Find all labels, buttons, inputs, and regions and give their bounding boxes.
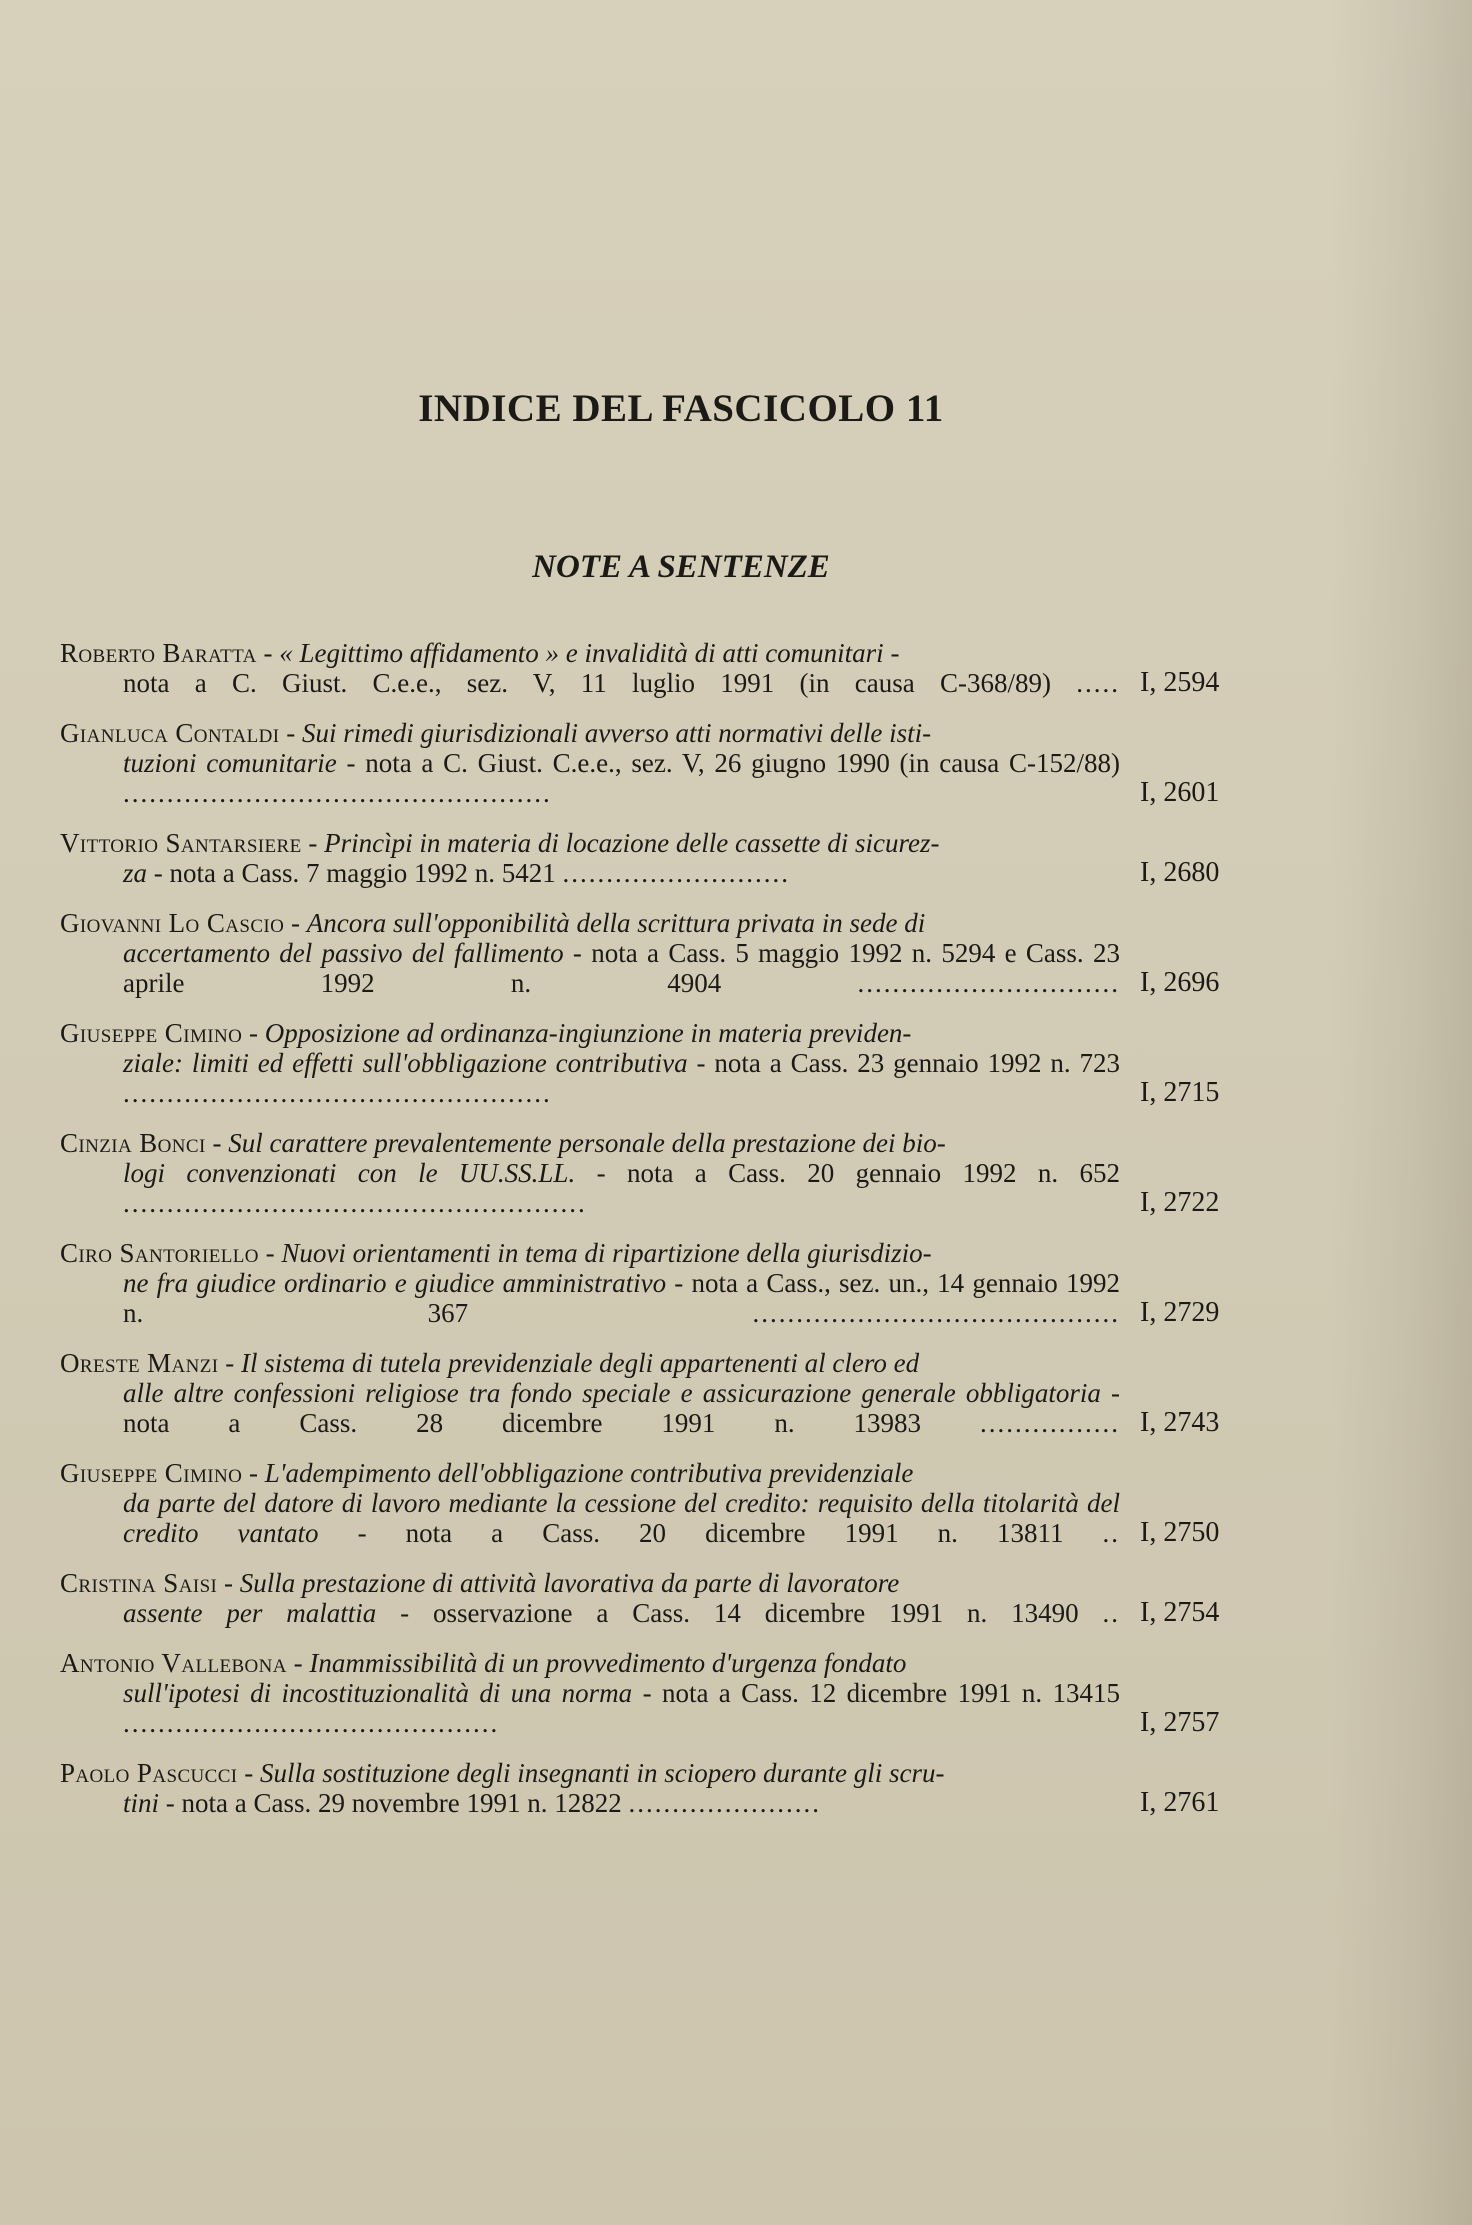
entry-title: L'adempimento dell'obbligazione contributiva previdenziale — [264, 1458, 914, 1488]
entry-title-continued: logi convenzionati con le UU.SS.LL. — [123, 1158, 576, 1188]
dot-leader: ........................................... — [123, 1708, 500, 1738]
entry-text — [60, 1018, 1120, 1108]
entry-page-number: I, 2750 — [1140, 1517, 1220, 1548]
entry-text — [60, 1238, 1120, 1328]
index-entries — [60, 638, 1300, 1838]
entry-title-continued: assente per malattia — [123, 1598, 377, 1628]
entry-citation: nota a Cass. 23 gennaio 1992 n. 723 — [714, 1048, 1121, 1078]
entry-author: Oreste Manzi — [60, 1348, 219, 1378]
entry-title: Sulla prestazione di attività lavorativa da parte di lavoratore — [239, 1568, 900, 1598]
entry-text — [60, 908, 1120, 998]
entry-title: Sulla sostituzione degli insegnanti in sciopero durante gli scru- — [260, 1758, 945, 1788]
entry-citation: nota a Cass. 12 dicembre 1991 n. 13415 — [661, 1678, 1120, 1708]
entry-continuation: da parte del datore di lavoro mediante la cessione del credito: requisito della titolarità del credito vantato - nota a Cass. 20 dicembre 1991 n. 13811 .. — [123, 1488, 1121, 1548]
entry-page-number: I, 2696 — [1140, 967, 1220, 998]
index-entry — [60, 1568, 1300, 1628]
entry-title: Il sistema di tutela previdenziale degli appartenenti al clero ed — [241, 1348, 920, 1378]
entry-citation: nota a Cass. 20 dicembre 1991 n. 13811 — [405, 1518, 1064, 1548]
entry-author: Vittorio Santarsiere — [60, 828, 302, 858]
entry-first-line: Cinzia Bonci - Sul carattere prevalentemente personale della prestazione dei bio- — [60, 1128, 946, 1158]
dot-leader: .......................................... — [752, 1298, 1120, 1328]
entry-author: Antonio Vallebona — [60, 1648, 287, 1678]
entry-title: Inammissibilità di un provvedimento d'urgenza fondato — [309, 1648, 907, 1678]
index-entry — [60, 828, 1300, 888]
dot-leader: .............................. — [857, 968, 1121, 998]
entry-first-line: Vittorio Santarsiere - Princìpi in materia di locazione delle cassette di sicurez- — [60, 828, 940, 858]
entry-continuation: accertamento del passivo del fallimento - nota a Cass. 5 maggio 1992 n. 5294 e Cass. 23 aprile 1992 n. 4904 .............................. — [123, 938, 1121, 998]
entry-page-number: I, 2594 — [1140, 667, 1220, 698]
entry-text — [60, 1128, 1120, 1218]
entry-title: Nuovi orientamenti in tema di ripartizione della giurisdizio- — [281, 1238, 932, 1268]
entry-title: « Legittimo affidamento » e invalidità di atti comunitari — [279, 638, 884, 668]
page-gutter-shadow — [1330, 0, 1472, 2225]
entry-citation: nota a C. Giust. C.e.e., sez. V, 11 luglio 1991 (in causa C-368/89) — [123, 668, 1051, 698]
entry-text — [60, 1458, 1120, 1548]
entry-continuation: ziale: limiti ed effetti sull'obbligazione contributiva - nota a Cass. 23 gennaio 1992 n. 723 ................................................. — [123, 1048, 1121, 1108]
entry-title: Ancora sull'opponibilità della scrittura privata in sede di — [306, 908, 926, 938]
dot-leader: .. — [1102, 1518, 1121, 1548]
entry-author: Cinzia Bonci — [60, 1128, 206, 1158]
index-entry — [60, 638, 1300, 698]
entry-title: Sui rimedi giurisdizionali avverso atti normativi delle isti- — [301, 718, 932, 748]
entry-first-line: Roberto Baratta - « Legittimo affidamento » e invalidità di atti comunitari - — [60, 638, 900, 668]
entry-author: Giuseppe Cimino — [60, 1458, 243, 1488]
entry-continuation: za - nota a Cass. 7 maggio 1992 n. 5421 .......................... — [123, 858, 790, 888]
entry-continuation: assente per malattia - osservazione a Cass. 14 dicembre 1991 n. 13490 .. — [123, 1598, 1120, 1628]
entry-text — [60, 1568, 1120, 1628]
entry-author: Ciro Santoriello — [60, 1238, 259, 1268]
entry-author: Gianluca Contaldi — [60, 718, 280, 748]
entry-citation: nota a Cass. 28 dicembre 1991 n. 13983 — [123, 1408, 922, 1438]
entry-citation: nota a C. Giust. C.e.e., sez. V, 26 giugno 1990 (in causa C-152/88) — [365, 748, 1120, 778]
dot-leader: ..................................................... — [123, 1188, 587, 1218]
entry-continuation: logi convenzionati con le UU.SS.LL. - nota a Cass. 20 gennaio 1992 n. 652 ..................................................... — [123, 1158, 1120, 1218]
index-entry — [60, 1128, 1300, 1218]
entry-author: Giovanni Lo Cascio — [60, 908, 285, 938]
entry-title-continued: da parte del datore di lavoro mediante la cessione del credito: requisito della titolarità del credito vantato — [123, 1488, 1120, 1548]
entry-first-line: Giuseppe Cimino - Opposizione ad ordinanza-ingiunzione in materia previden- — [60, 1018, 912, 1048]
entry-text — [60, 828, 1120, 888]
entry-continuation: ne fra giudice ordinario e giudice amministrativo - nota a Cass., sez. un., 14 gennaio 1992 n. 367 .......................................... — [123, 1268, 1121, 1328]
entry-continuation: alle altre confessioni religiose tra fondo speciale e assicurazione generale obbligatoria - nota a Cass. 28 dicembre 1991 n. 13983 ................ — [123, 1378, 1120, 1438]
entry-page-number: I, 2601 — [1140, 777, 1220, 808]
index-entry — [60, 908, 1300, 998]
entry-page-number: I, 2754 — [1140, 1597, 1220, 1628]
entry-continuation — [60, 668, 1120, 698]
entry-first-line: Oreste Manzi - Il sistema di tutela previdenziale degli appartenenti al clero ed — [60, 1348, 920, 1378]
entry-title-continued: accertamento del passivo del fallimento — [123, 938, 564, 968]
entry-page-number: I, 2715 — [1140, 1077, 1220, 1108]
entry-page-number: I, 2729 — [1140, 1297, 1220, 1328]
entry-page-number: I, 2680 — [1140, 857, 1220, 888]
page-title: INDICE DEL FASCICOLO 11 — [418, 387, 944, 430]
dot-leader: .. — [1102, 1598, 1120, 1628]
entry-text — [60, 1348, 1120, 1438]
entry-first-line: Ciro Santoriello - Nuovi orientamenti in tema di ripartizione della giurisdizio- — [60, 1238, 932, 1268]
entry-continuation: tuzioni comunitarie - nota a C. Giust. C.e.e., sez. V, 26 giugno 1990 (in causa C-152/88) ................................................. — [123, 748, 1120, 808]
entry-title: Sul carattere prevalentemente personale della prestazione dei bio- — [228, 1128, 946, 1158]
dot-leader: ................ — [980, 1408, 1120, 1438]
entry-title-continued: tini — [123, 1788, 160, 1818]
entry-title: Opposizione ad ordinanza-ingiunzione in materia previden- — [264, 1018, 912, 1048]
dot-leader: ..... — [1076, 668, 1121, 698]
dot-leader: ...................... — [628, 1788, 821, 1818]
entry-first-line: Giovanni Lo Cascio - Ancora sull'opponibilità della scrittura privata in sede di — [60, 908, 926, 938]
index-entry — [60, 1238, 1300, 1328]
entry-title-continued: ne fra giudice ordinario e giudice amministrativo — [123, 1268, 667, 1298]
entry-title-continued: ziale: limiti ed effetti sull'obbligazione contributiva — [123, 1048, 688, 1078]
index-entry — [60, 1458, 1300, 1548]
entry-title-continued: alle altre confessioni religiose tra fondo speciale e assicurazione generale obbligatoria — [123, 1378, 1101, 1408]
entry-first-line: Gianluca Contaldi - Sui rimedi giurisdizionali avverso atti normativi delle isti- — [60, 718, 932, 748]
entry-page-number: I, 2722 — [1140, 1187, 1220, 1218]
entry-citation: osservazione a Cass. 14 dicembre 1991 n. 13490 — [433, 1598, 1079, 1628]
index-entry — [60, 1018, 1300, 1108]
section-heading: NOTE A SENTENZE — [532, 549, 830, 585]
entry-citation: nota a Cass. 29 novembre 1991 n. 12822 — [181, 1788, 622, 1818]
entry-first-line: Cristina Saisi - Sulla prestazione di attività lavorativa da parte di lavoratore — [60, 1568, 900, 1598]
entry-first-line: Giuseppe Cimino - L'adempimento dell'obbligazione contributiva previdenziale — [60, 1458, 914, 1488]
entry-first-line: Antonio Vallebona - Inammissibilità di un provvedimento d'urgenza fondato — [60, 1648, 907, 1678]
entry-title: Princìpi in materia di locazione delle cassette di sicurez- — [324, 828, 940, 858]
entry-page-number: I, 2743 — [1140, 1407, 1220, 1438]
dot-leader: .......................... — [562, 858, 790, 888]
entry-title-continued: sull'ipotesi di incostituzionalità di una norma — [123, 1678, 633, 1708]
entry-citation: nota a Cass. 20 gennaio 1992 n. 652 — [626, 1158, 1120, 1188]
entry-author: Roberto Baratta — [60, 638, 257, 668]
entry-citation: nota a Cass. 7 maggio 1992 n. 5421 — [169, 858, 556, 888]
index-entry — [60, 1648, 1300, 1738]
entry-continuation: sull'ipotesi di incostituzionalità di una norma - nota a Cass. 12 dicembre 1991 n. 13415 ........................................... — [123, 1678, 1120, 1738]
entry-text — [60, 1648, 1120, 1738]
entry-title-continued: za — [123, 858, 148, 888]
entry-text — [60, 638, 1120, 698]
index-entry — [60, 1348, 1300, 1438]
dot-leader: ................................................. — [123, 1078, 552, 1108]
index-entry — [60, 718, 1300, 808]
entry-continuation: tini - nota a Cass. 29 novembre 1991 n. 12822 ...................... — [123, 1788, 821, 1818]
entry-text — [60, 718, 1120, 808]
entry-first-line: Paolo Pascucci - Sulla sostituzione degli insegnanti in sciopero durante gli scru- — [60, 1758, 945, 1788]
entry-text — [60, 1758, 1120, 1818]
entry-citation: nota a Cass. 5 maggio 1992 n. 5294 e Cass. 23 aprile 1992 n. 4904 — [123, 938, 1120, 998]
entry-citation: nota a Cass., sez. un., 14 gennaio 1992 n. 367 — [123, 1268, 1121, 1328]
entry-author: Paolo Pascucci — [60, 1758, 238, 1788]
dot-leader: ................................................. — [123, 778, 552, 808]
index-entry — [60, 1758, 1300, 1818]
entry-page-number: I, 2761 — [1140, 1787, 1220, 1818]
entry-author: Giuseppe Cimino — [60, 1018, 243, 1048]
entry-title-continued: tuzioni comunitarie — [123, 748, 337, 778]
entry-page-number: I, 2757 — [1140, 1707, 1220, 1738]
entry-author: Cristina Saisi — [60, 1568, 218, 1598]
